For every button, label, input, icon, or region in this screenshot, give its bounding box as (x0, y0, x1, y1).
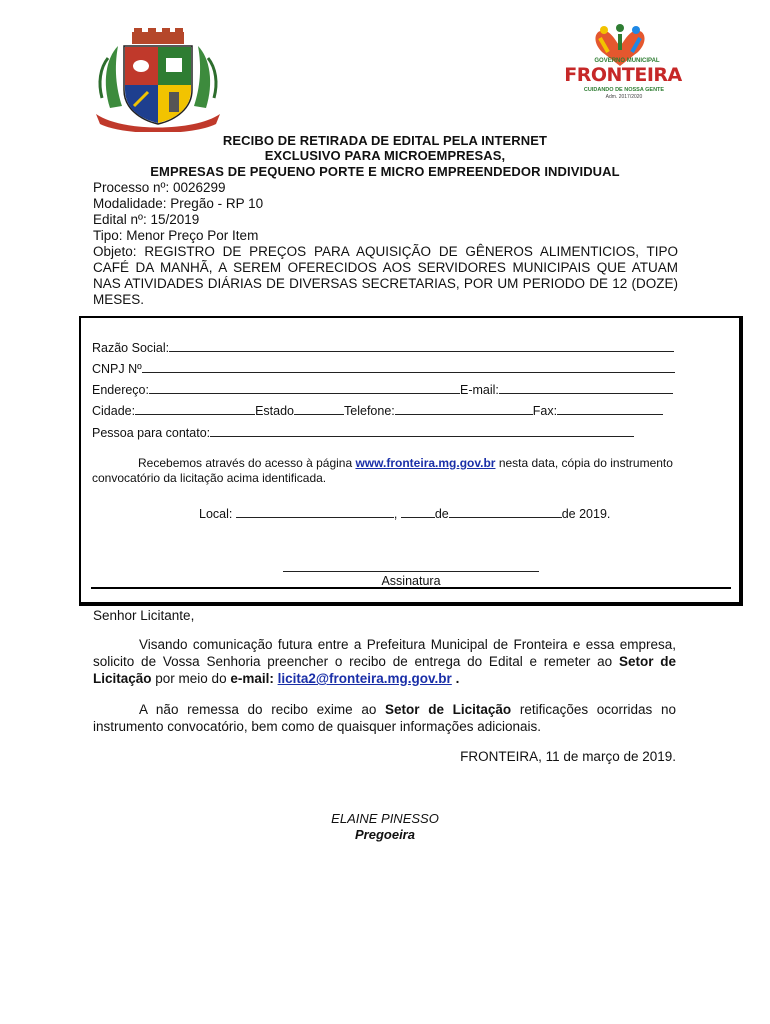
estado-blank[interactable] (294, 403, 344, 415)
p1-text-mid: por meio do (151, 671, 231, 686)
logo-slogan-text: CUIDANDO DE NOSSA GENTE (583, 87, 665, 93)
p2-text-start: A não remessa do recibo exime ao (139, 702, 386, 717)
salutation: Senhor Licitante, (93, 608, 195, 623)
fronteira-website-link[interactable]: www.fronteira.mg.gov.br (355, 456, 496, 470)
fax-blank[interactable] (557, 403, 663, 415)
local-de-2019: de 2019. (561, 507, 611, 521)
paragraph-2 (93, 701, 676, 735)
month-blank[interactable] (449, 506, 562, 518)
razao-social-label: Razão Social: (92, 341, 170, 355)
p2-text-end: retificações ocorridas no instrumento convocatório, bem como de quaisquer informações adicionais. (93, 702, 676, 734)
title-line-1: RECIBO DE RETIRADA DE EDITAL PELA INTERNET (222, 133, 548, 148)
objeto-paragraph: Objeto: REGISTRO DE PREÇOS PARA AQUISIÇÃO DE GÊNEROS ALIMENTICIOS, TIPO CAFÉ DA MANHÃ, A SEREM OFERECIDOS AOS SERVIDORES MUNICIPAIS QUE ATUAM NAS ATIVIDADES DIÁRIAS DE DIVERSAS SECRETARIAS, POR UM PERIODO DE 12 (DOZE) MESES. (93, 244, 678, 307)
cnpj-field[interactable] (92, 361, 675, 376)
razao-social-field[interactable] (92, 340, 674, 355)
local-date-field[interactable] (199, 506, 610, 521)
endereco-field[interactable] (92, 382, 673, 397)
processo-line: Processo nº: 0026299 (93, 180, 226, 195)
local-label: Local: (199, 507, 233, 521)
signer-role: Pregoeira (355, 827, 415, 842)
logo-top-text: GOVERNO MUNICIPAL (594, 58, 660, 64)
tipo-line: Tipo: Menor Preço Por Item (93, 228, 259, 243)
signer-name: ELAINE PINESSO (331, 811, 439, 826)
razao-social-blank[interactable] (169, 340, 674, 352)
modalidade-line: Modalidade: Pregão - RP 10 (93, 196, 264, 211)
signature-line[interactable] (283, 571, 539, 572)
municipal-coat-of-arms (92, 28, 224, 132)
endereco-blank[interactable] (149, 382, 460, 394)
process-info (93, 180, 678, 308)
email-label: E-mail: (459, 383, 499, 397)
logo-main-text: FRONTEIRA (564, 64, 682, 86)
title-line-2: EXCLUSIVO PARA MICROEMPRESAS, (264, 148, 506, 163)
received-text-after: nesta data, cópia do instrumento convocatório da licitação acima identificada. (92, 456, 673, 485)
local-comma: , (393, 507, 398, 521)
p1-email-label: e-mail: (230, 671, 274, 686)
document-date: FRONTEIRA, 11 de março de 2019. (460, 749, 676, 764)
cidade-field[interactable] (92, 403, 663, 418)
p1-setor-licitacao: Setor de Licitação (93, 654, 676, 686)
edital-line: Edital nº: 15/2019 (93, 212, 200, 227)
estado-label: Estado (255, 404, 295, 418)
day-blank[interactable] (401, 506, 435, 518)
fax-label: Fax: (532, 404, 558, 418)
email-blank[interactable] (499, 382, 673, 394)
p1-end: . (451, 671, 460, 686)
local-blank[interactable] (236, 506, 394, 518)
cidade-label: Cidade: (92, 404, 136, 418)
received-text-before: Recebemos através do acesso à página (138, 456, 356, 470)
box-divider (91, 587, 731, 589)
contato-field[interactable] (92, 425, 634, 440)
contato-label: Pessoa para contato: (92, 426, 211, 440)
cnpj-blank[interactable] (142, 361, 675, 373)
logo-adm-text: Adm. 2017/2020 (605, 94, 643, 100)
p2-setor-licitacao: Setor de Licitação (385, 702, 512, 717)
licitacao-email-link[interactable]: licita2@fronteira.mg.gov.br (277, 671, 452, 686)
p1-text-start: Visando comunicação futura entre a Prefeitura Municipal de Fronteira e essa empresa, solicito de Vossa Senhoria preencher o recibo de entrega do Edital e remeter ao (93, 637, 676, 669)
telefone-label: Telefone: (344, 404, 395, 418)
cidade-blank[interactable] (135, 403, 255, 415)
receipt-form-box (79, 316, 743, 606)
signature-label: Assinatura (381, 574, 441, 588)
cnpj-label: CNPJ Nº (92, 362, 142, 376)
paragraph-1 (93, 636, 676, 687)
local-de-1: de (434, 507, 449, 521)
fronteira-government-logo (560, 22, 682, 108)
endereco-label: Endereço: (92, 383, 149, 397)
telefone-blank[interactable] (395, 403, 533, 415)
contato-blank[interactable] (210, 425, 634, 437)
received-statement (92, 456, 687, 486)
title-line-3: EMPRESAS DE PEQUENO PORTE E MICRO EMPREENDEDOR INDIVIDUAL (150, 164, 620, 179)
